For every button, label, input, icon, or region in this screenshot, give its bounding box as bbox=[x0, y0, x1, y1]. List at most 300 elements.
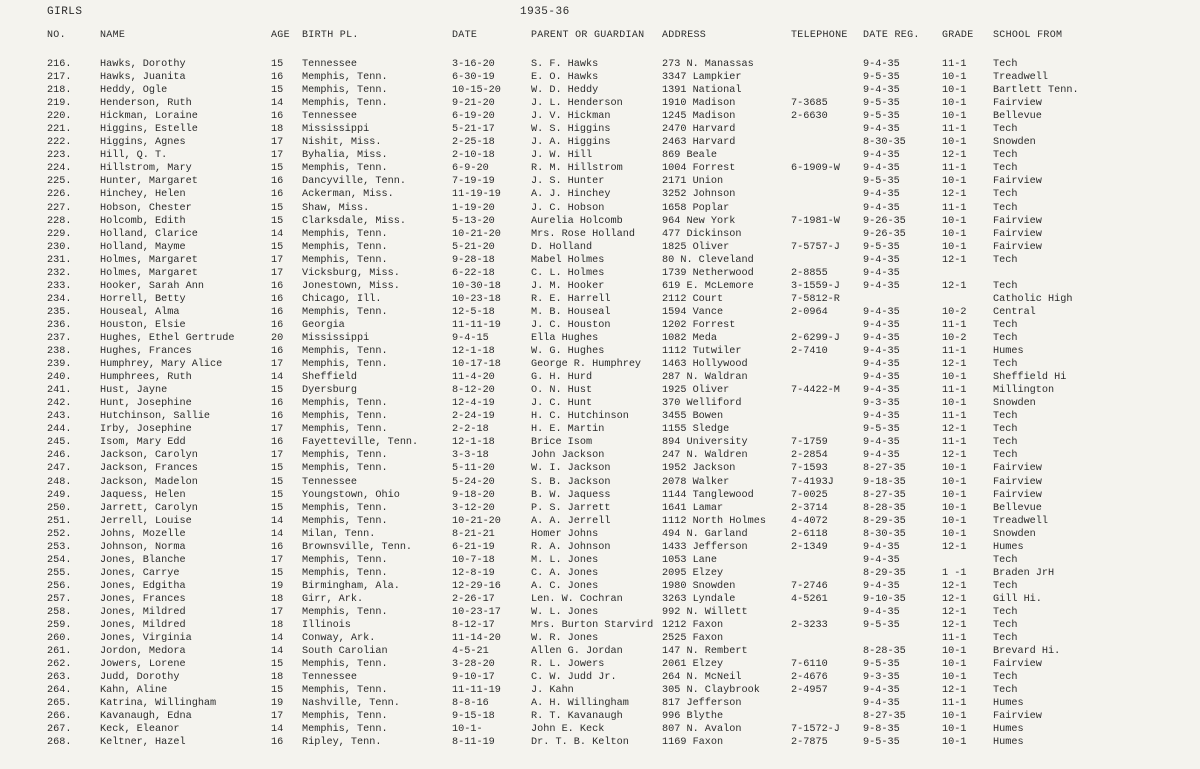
birth-place: Memphis, Tenn. bbox=[302, 359, 388, 371]
student-name: Hutchinson, Sallie bbox=[100, 411, 211, 423]
header-grade: GRADE bbox=[942, 30, 974, 41]
address: 1952 Jackson bbox=[662, 463, 736, 475]
birth-date: 6-22-18 bbox=[452, 267, 495, 279]
date-registered: 9-5-35 bbox=[863, 659, 900, 671]
age: 16 bbox=[271, 437, 284, 449]
row-number: 261. bbox=[47, 646, 72, 658]
parent-guardian: J. V. Hickman bbox=[531, 111, 611, 123]
row-number: 248. bbox=[47, 476, 72, 488]
table-row bbox=[0, 410, 1200, 423]
birth-date: 2-24-19 bbox=[452, 411, 495, 423]
birth-place: Dancyville, Tenn. bbox=[302, 176, 406, 188]
grade: 10-1 bbox=[942, 215, 967, 227]
birth-date: 12-1-18 bbox=[452, 437, 495, 449]
address: 1594 Vance bbox=[662, 306, 724, 318]
birth-date: 9-28-18 bbox=[452, 254, 495, 266]
birth-date: 4-5-21 bbox=[452, 646, 489, 658]
birth-place: Vicksburg, Miss. bbox=[302, 267, 400, 279]
address: 1910 Madison bbox=[662, 98, 736, 110]
address: 1004 Forrest bbox=[662, 163, 736, 175]
birth-date: 8-11-19 bbox=[452, 737, 495, 749]
student-name: Houston, Elsie bbox=[100, 319, 186, 331]
table-row bbox=[0, 567, 1200, 580]
age: 14 bbox=[271, 228, 284, 240]
row-number: 268. bbox=[47, 737, 72, 749]
date-registered: 8-27-35 bbox=[863, 463, 906, 475]
school-from: Tech bbox=[993, 437, 1018, 449]
birth-date: 10-7-18 bbox=[452, 554, 495, 566]
birth-date: 5-24-20 bbox=[452, 476, 495, 488]
school-from: Tech bbox=[993, 554, 1018, 566]
address: 3455 Bowen bbox=[662, 411, 724, 423]
table-row bbox=[0, 332, 1200, 345]
birth-place: Tennessee bbox=[302, 672, 358, 684]
birth-date: 12-4-19 bbox=[452, 398, 495, 410]
address: 1980 Snowden bbox=[662, 580, 736, 592]
school-from: Gill Hi. bbox=[993, 593, 1042, 605]
parent-guardian: Len. W. Cochran bbox=[531, 593, 623, 605]
student-name: Hunt, Josephine bbox=[100, 398, 192, 410]
row-number: 250. bbox=[47, 502, 72, 514]
grade: 10-1 bbox=[942, 515, 967, 527]
table-row bbox=[0, 593, 1200, 606]
birth-place: Memphis, Tenn. bbox=[302, 241, 388, 253]
row-number: 216. bbox=[47, 59, 72, 70]
student-name: Jones, Edgitha bbox=[100, 580, 186, 592]
student-name: Johnson, Norma bbox=[100, 541, 186, 553]
table-row bbox=[0, 606, 1200, 619]
row-number: 246. bbox=[47, 450, 72, 462]
date-registered: 9-4-35 bbox=[863, 437, 900, 449]
birth-date: 9-10-17 bbox=[452, 672, 495, 684]
row-number: 238. bbox=[47, 346, 72, 358]
table-row bbox=[0, 84, 1200, 97]
school-from: Tech bbox=[993, 450, 1018, 462]
date-registered: 9-26-35 bbox=[863, 228, 906, 240]
birth-place: Tennessee bbox=[302, 476, 358, 488]
birth-date: 9-4-15 bbox=[452, 332, 489, 344]
parent-guardian: W. S. Higgins bbox=[531, 124, 611, 136]
telephone: 7-3685 bbox=[791, 98, 828, 110]
student-name: Horrell, Betty bbox=[100, 293, 186, 305]
header-date-reg: DATE REG. bbox=[863, 30, 920, 41]
age: 17 bbox=[271, 267, 284, 279]
birth-place: Jonestown, Miss. bbox=[302, 280, 400, 292]
birth-place: Memphis, Tenn. bbox=[302, 567, 388, 579]
table-row bbox=[0, 228, 1200, 241]
birth-date: 2-26-17 bbox=[452, 593, 495, 605]
birth-date: 12-29-16 bbox=[452, 580, 501, 592]
age: 18 bbox=[271, 672, 284, 684]
birth-place: Memphis, Tenn. bbox=[302, 98, 388, 110]
birth-place: Mississippi bbox=[302, 124, 370, 136]
telephone: 7-5812-R bbox=[791, 293, 840, 305]
student-name: Jackson, Madelon bbox=[100, 476, 198, 488]
age: 15 bbox=[271, 241, 284, 253]
parent-guardian: O. N. Hust bbox=[531, 385, 593, 397]
age: 17 bbox=[271, 359, 284, 371]
address: 817 Jefferson bbox=[662, 698, 742, 710]
address: 1112 Tutwiler bbox=[662, 346, 742, 358]
age: 18 bbox=[271, 620, 284, 632]
table-row bbox=[0, 632, 1200, 645]
address: 1658 Poplar bbox=[662, 202, 730, 214]
age: 14 bbox=[271, 646, 284, 658]
school-from: Tech bbox=[993, 150, 1018, 162]
date-registered: 9-4-35 bbox=[863, 254, 900, 266]
student-name: Kahn, Aline bbox=[100, 685, 168, 697]
school-from: Treadwell bbox=[993, 72, 1049, 84]
age: 15 bbox=[271, 85, 284, 97]
row-number: 260. bbox=[47, 633, 72, 645]
date-registered: 9-4-35 bbox=[863, 385, 900, 397]
address: 247 N. Waldren bbox=[662, 450, 748, 462]
grade: 11-1 bbox=[942, 59, 967, 70]
birth-place: Youngstown, Ohio bbox=[302, 489, 400, 501]
row-number: 242. bbox=[47, 398, 72, 410]
student-name: Holland, Clarice bbox=[100, 228, 198, 240]
grade: 11-1 bbox=[942, 385, 967, 397]
parent-guardian: C. L. Holmes bbox=[531, 267, 605, 279]
date-registered: 9-4-35 bbox=[863, 319, 900, 331]
grade: 12-1 bbox=[942, 580, 967, 592]
table-row bbox=[0, 149, 1200, 162]
table-row bbox=[0, 345, 1200, 358]
header-name: NAME bbox=[100, 30, 126, 41]
student-name: Hust, Jayne bbox=[100, 385, 168, 397]
table-row bbox=[0, 188, 1200, 201]
table-row bbox=[0, 293, 1200, 306]
age: 15 bbox=[271, 463, 284, 475]
birth-date: 10-23-17 bbox=[452, 606, 501, 618]
row-number: 222. bbox=[47, 137, 72, 149]
birth-place: Memphis, Tenn. bbox=[302, 450, 388, 462]
row-number: 247. bbox=[47, 463, 72, 475]
date-registered: 9-4-35 bbox=[863, 698, 900, 710]
age: 16 bbox=[271, 72, 284, 84]
row-number: 249. bbox=[47, 489, 72, 501]
table-row bbox=[0, 697, 1200, 710]
parent-guardian: J. C. Hobson bbox=[531, 202, 605, 214]
student-name: Hunter, Margaret bbox=[100, 176, 198, 188]
date-registered: 9-4-35 bbox=[863, 306, 900, 318]
school-from: Snowden bbox=[993, 398, 1036, 410]
grade: 10-2 bbox=[942, 332, 967, 344]
telephone: 2-6299-J bbox=[791, 332, 840, 344]
table-row bbox=[0, 736, 1200, 749]
birth-place: Georgia bbox=[302, 319, 345, 331]
school-from: Brevard Hi. bbox=[993, 646, 1061, 658]
age: 15 bbox=[271, 659, 284, 671]
student-name: Jerrell, Louise bbox=[100, 515, 192, 527]
row-number: 234. bbox=[47, 293, 72, 305]
row-number: 239. bbox=[47, 359, 72, 371]
birth-date: 11-11-19 bbox=[452, 319, 501, 331]
address: 287 N. Waldran bbox=[662, 372, 748, 384]
age: 17 bbox=[271, 254, 284, 266]
parent-guardian: G. H. Hurd bbox=[531, 372, 593, 384]
table-row bbox=[0, 215, 1200, 228]
grade: 12-1 bbox=[942, 685, 967, 697]
birth-date: 12-1-18 bbox=[452, 346, 495, 358]
student-name: Jackson, Frances bbox=[100, 463, 198, 475]
school-from: Tech bbox=[993, 672, 1018, 684]
table-row bbox=[0, 254, 1200, 267]
table-row bbox=[0, 541, 1200, 554]
telephone: 2-4676 bbox=[791, 672, 828, 684]
birth-place: Memphis, Tenn. bbox=[302, 554, 388, 566]
school-from: Braden JrH bbox=[993, 567, 1055, 579]
parent-guardian: W. D. Heddy bbox=[531, 85, 599, 97]
date-registered: 9-4-35 bbox=[863, 163, 900, 175]
age: 16 bbox=[271, 737, 284, 749]
school-from: Tech bbox=[993, 606, 1018, 618]
address: 1739 Netherwood bbox=[662, 267, 754, 279]
birth-date: 5-21-20 bbox=[452, 241, 495, 253]
grade: 11-1 bbox=[942, 437, 967, 449]
parent-guardian: H. C. Hutchinson bbox=[531, 411, 629, 423]
date-registered: 8-30-35 bbox=[863, 528, 906, 540]
grade: 10-1 bbox=[942, 372, 967, 384]
birth-date: 3-28-20 bbox=[452, 659, 495, 671]
address: 807 N. Avalon bbox=[662, 724, 742, 736]
birth-date: 7-19-19 bbox=[452, 176, 495, 188]
grade: 10-1 bbox=[942, 98, 967, 110]
age: 16 bbox=[271, 398, 284, 410]
school-from: Bellevue bbox=[993, 111, 1042, 123]
header-address: ADDRESS bbox=[662, 30, 707, 41]
row-number: 265. bbox=[47, 698, 72, 710]
address: 494 N. Garland bbox=[662, 528, 748, 540]
date-registered: 8-28-35 bbox=[863, 646, 906, 658]
age: 17 bbox=[271, 450, 284, 462]
parent-guardian: M. B. Houseal bbox=[531, 306, 611, 318]
school-from: Fairview bbox=[993, 176, 1042, 188]
birth-place: Clarksdale, Miss. bbox=[302, 215, 406, 227]
birth-date: 2-2-18 bbox=[452, 424, 489, 436]
row-number: 237. bbox=[47, 332, 72, 344]
student-name: Jordon, Medora bbox=[100, 646, 186, 658]
address: 1212 Faxon bbox=[662, 620, 724, 632]
school-from: Tech bbox=[993, 319, 1018, 331]
parent-guardian: S. F. Hawks bbox=[531, 59, 599, 70]
birth-place: Memphis, Tenn. bbox=[302, 398, 388, 410]
grade: 10-1 bbox=[942, 228, 967, 240]
parent-guardian: C. A. Jones bbox=[531, 567, 599, 579]
section-label: GIRLS bbox=[47, 6, 83, 18]
row-number: 226. bbox=[47, 189, 72, 201]
birth-date: 8-21-21 bbox=[452, 528, 495, 540]
grade: 10-1 bbox=[942, 528, 967, 540]
table-row bbox=[0, 123, 1200, 136]
address: 1169 Faxon bbox=[662, 737, 724, 749]
birth-place: Sheffield bbox=[302, 372, 358, 384]
date-registered: 8-29-35 bbox=[863, 515, 906, 527]
birth-place: Memphis, Tenn. bbox=[302, 711, 388, 723]
table-row bbox=[0, 58, 1200, 71]
parent-guardian: Aurelia Holcomb bbox=[531, 215, 623, 227]
age: 15 bbox=[271, 163, 284, 175]
birth-date: 10-21-20 bbox=[452, 515, 501, 527]
grade: 10-1 bbox=[942, 502, 967, 514]
grade: 11-1 bbox=[942, 698, 967, 710]
school-from: Fairview bbox=[993, 215, 1042, 227]
birth-date: 12-5-18 bbox=[452, 306, 495, 318]
age: 14 bbox=[271, 98, 284, 110]
student-name: Jowers, Lorene bbox=[100, 659, 186, 671]
telephone: 2-6630 bbox=[791, 111, 828, 123]
student-name: Henderson, Ruth bbox=[100, 98, 192, 110]
birth-place: Memphis, Tenn. bbox=[302, 502, 388, 514]
grade: 11-1 bbox=[942, 202, 967, 214]
grade: 11-1 bbox=[942, 319, 967, 331]
telephone: 7-4422-M bbox=[791, 385, 840, 397]
address: 3252 Johnson bbox=[662, 189, 736, 201]
school-from: Snowden bbox=[993, 137, 1036, 149]
age: 15 bbox=[271, 489, 284, 501]
age: 15 bbox=[271, 685, 284, 697]
date-registered: 9-26-35 bbox=[863, 215, 906, 227]
address: 477 Dickinson bbox=[662, 228, 742, 240]
grade: 10-1 bbox=[942, 672, 967, 684]
date-registered: 9-5-35 bbox=[863, 737, 900, 749]
birth-place: Memphis, Tenn. bbox=[302, 346, 388, 358]
student-name: Jones, Virginia bbox=[100, 633, 192, 645]
age: 17 bbox=[271, 606, 284, 618]
date-registered: 9-4-35 bbox=[863, 580, 900, 592]
birth-date: 9-15-18 bbox=[452, 711, 495, 723]
birth-place: Fayetteville, Tenn. bbox=[302, 437, 419, 449]
age: 15 bbox=[271, 476, 284, 488]
parent-guardian: C. W. Judd Jr. bbox=[531, 672, 617, 684]
school-from: Tech bbox=[993, 332, 1018, 344]
parent-guardian: D. Holland bbox=[531, 241, 593, 253]
parent-guardian: W. R. Jones bbox=[531, 633, 599, 645]
address: 264 N. McNeil bbox=[662, 672, 742, 684]
school-from: Treadwell bbox=[993, 515, 1049, 527]
date-registered: 9-4-35 bbox=[863, 59, 900, 70]
school-from: Humes bbox=[993, 346, 1024, 358]
age: 16 bbox=[271, 541, 284, 553]
parent-guardian: J. L. Henderson bbox=[531, 98, 623, 110]
table-row bbox=[0, 658, 1200, 671]
date-registered: 9-10-35 bbox=[863, 593, 906, 605]
grade: 10-1 bbox=[942, 724, 967, 736]
parent-guardian: W. G. Hughes bbox=[531, 346, 605, 358]
row-number: 232. bbox=[47, 267, 72, 279]
address: 370 Welliford bbox=[662, 398, 742, 410]
row-number: 259. bbox=[47, 620, 72, 632]
table-row bbox=[0, 580, 1200, 593]
school-from: Tech bbox=[993, 280, 1018, 292]
row-number: 218. bbox=[47, 85, 72, 97]
address: 1641 Lamar bbox=[662, 502, 724, 514]
student-name: Jones, Mildred bbox=[100, 606, 186, 618]
table-row bbox=[0, 136, 1200, 149]
telephone: 7-1981-W bbox=[791, 215, 840, 227]
student-name: Judd, Dorothy bbox=[100, 672, 180, 684]
student-name: Katrina, Willingham bbox=[100, 698, 217, 710]
row-number: 236. bbox=[47, 319, 72, 331]
address: 1245 Madison bbox=[662, 111, 736, 123]
student-name: Holland, Mayme bbox=[100, 241, 186, 253]
grade: 10-1 bbox=[942, 659, 967, 671]
row-number: 230. bbox=[47, 241, 72, 253]
birth-place: Dyersburg bbox=[302, 385, 358, 397]
address: 305 N. Claybrook bbox=[662, 685, 760, 697]
header-age: AGE bbox=[271, 30, 290, 41]
student-name: Keltner, Hazel bbox=[100, 737, 186, 749]
parent-guardian: Allen G. Jordan bbox=[531, 646, 623, 658]
telephone: 3-1559-J bbox=[791, 280, 840, 292]
table-row bbox=[0, 436, 1200, 449]
address: 80 N. Cleveland bbox=[662, 254, 754, 266]
telephone: 2-3714 bbox=[791, 502, 828, 514]
date-registered: 9-5-35 bbox=[863, 241, 900, 253]
birth-place: Memphis, Tenn. bbox=[302, 254, 388, 266]
birth-date: 10-15-20 bbox=[452, 85, 501, 97]
age: 19 bbox=[271, 580, 284, 592]
student-name: Hickman, Loraine bbox=[100, 111, 198, 123]
birth-date: 9-21-20 bbox=[452, 98, 495, 110]
row-number: 235. bbox=[47, 306, 72, 318]
age: 16 bbox=[271, 411, 284, 423]
age: 14 bbox=[271, 372, 284, 384]
date-registered: 9-4-35 bbox=[863, 541, 900, 553]
telephone: 2-7410 bbox=[791, 346, 828, 358]
birth-date: 11-4-20 bbox=[452, 372, 495, 384]
age: 15 bbox=[271, 59, 284, 70]
date-registered: 9-4-35 bbox=[863, 554, 900, 566]
birth-date: 11-19-19 bbox=[452, 189, 501, 201]
birth-place: Mississippi bbox=[302, 332, 370, 344]
age: 16 bbox=[271, 189, 284, 201]
date-registered: 9-5-35 bbox=[863, 98, 900, 110]
school-from: Snowden bbox=[993, 528, 1036, 540]
grade: 10-1 bbox=[942, 72, 967, 84]
address: 1433 Jefferson bbox=[662, 541, 748, 553]
header-date: DATE bbox=[452, 30, 478, 41]
grade: 10-1 bbox=[942, 241, 967, 253]
grade: 12-1 bbox=[942, 189, 967, 201]
grade: 10-1 bbox=[942, 137, 967, 149]
parent-guardian: R. A. Johnson bbox=[531, 541, 611, 553]
parent-guardian: A. A. Jerrell bbox=[531, 515, 611, 527]
table-row bbox=[0, 462, 1200, 475]
student-name: Isom, Mary Edd bbox=[100, 437, 186, 449]
row-number: 228. bbox=[47, 215, 72, 227]
table-row bbox=[0, 371, 1200, 384]
birth-date: 5-21-17 bbox=[452, 124, 495, 136]
table-row bbox=[0, 684, 1200, 697]
parent-guardian: J. W. Hill bbox=[531, 150, 593, 162]
student-name: Jaquess, Helen bbox=[100, 489, 186, 501]
row-number: 252. bbox=[47, 528, 72, 540]
school-from: Humes bbox=[993, 541, 1024, 553]
parent-guardian: J. C. Houston bbox=[531, 319, 611, 331]
age: 18 bbox=[271, 124, 284, 136]
parent-guardian: Ella Hughes bbox=[531, 332, 599, 344]
birth-date: 6-19-20 bbox=[452, 111, 495, 123]
parent-guardian: M. L. Jones bbox=[531, 554, 599, 566]
grade: 10-1 bbox=[942, 398, 967, 410]
school-from: Fairview bbox=[993, 228, 1042, 240]
school-from: Sheffield Hi bbox=[993, 372, 1067, 384]
birth-date: 11-11-19 bbox=[452, 685, 501, 697]
birth-place: Byhalia, Miss. bbox=[302, 150, 388, 162]
parent-guardian: John E. Keck bbox=[531, 724, 605, 736]
grade: 12-1 bbox=[942, 254, 967, 266]
